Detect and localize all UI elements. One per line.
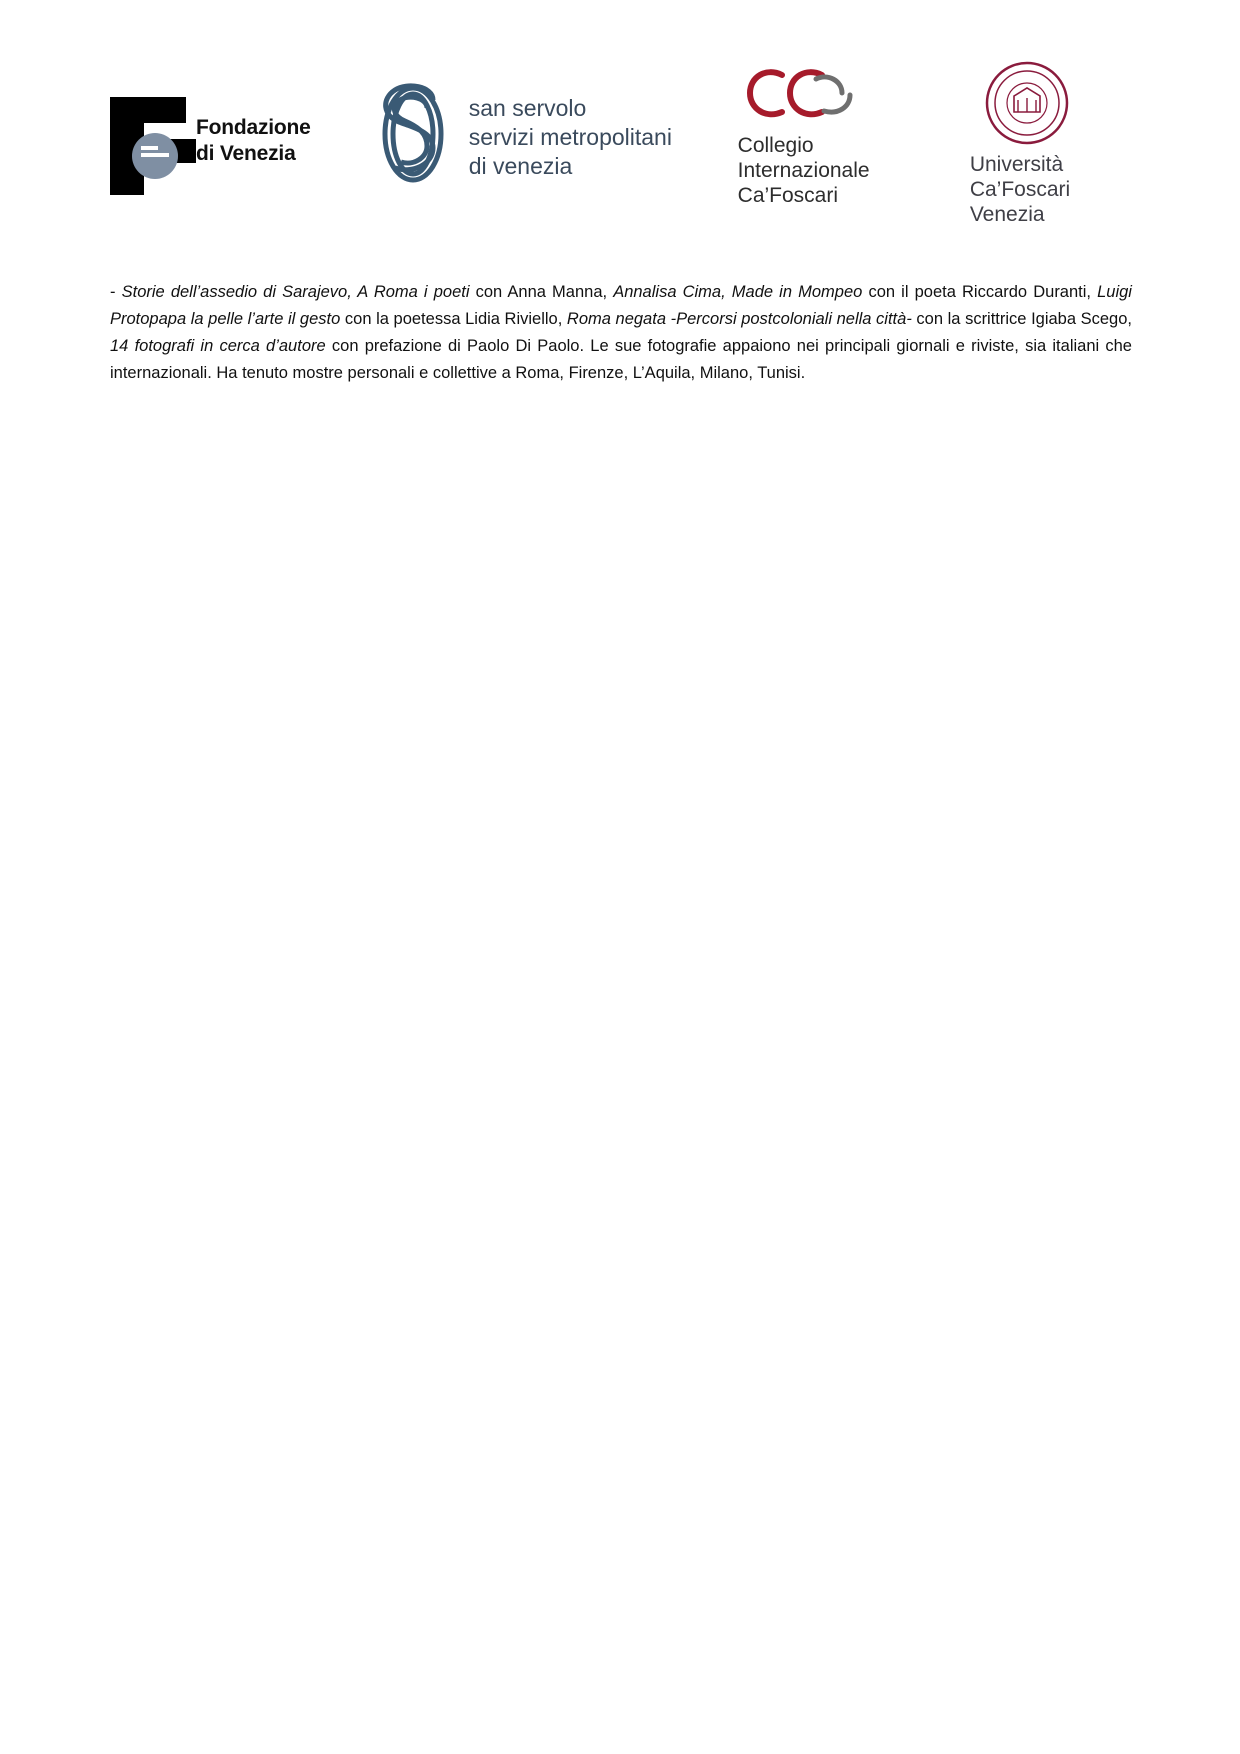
paragraph-segment: 14 fotografi in cerca d’autore bbox=[110, 336, 326, 355]
universita-line-2: Ca’Foscari bbox=[969, 178, 1071, 201]
collegio-line-2: Internazionale bbox=[737, 159, 870, 182]
san-servolo-line-1: san servolo bbox=[468, 95, 587, 121]
paragraph-segment: con il poeta Riccardo Duranti, bbox=[862, 282, 1098, 301]
fondazione-di-venezia-logo bbox=[110, 75, 319, 195]
collegio-internazionale-ca-foscari-logo bbox=[738, 65, 932, 205]
fondazione-f-mark-icon bbox=[110, 97, 186, 195]
san-servolo-line-3: di venezia bbox=[468, 153, 573, 179]
paragraph-segment: Luigi Protopapa la pelle l’arte il gesto bbox=[110, 282, 1132, 328]
paragraph-segment: con la poetessa Lidia Riviello, bbox=[340, 309, 567, 328]
paragraph-segment: con la scrittrice Igiaba Scego, bbox=[911, 309, 1132, 328]
paragraph-segment: Annalisa Cima, Made in Mompeo bbox=[613, 282, 863, 301]
san-servolo-line-2: servizi metropolitani bbox=[468, 124, 672, 150]
fondazione-wordmark bbox=[196, 115, 311, 167]
collegio-line-3: Ca’Foscari bbox=[737, 184, 839, 207]
paragraph-segment: con prefazione di Paolo Di Paolo. Le sue fotografie appaiono nei principali giornali e riviste, sia italiani che internazionali. Ha tenuto mostre personali e collettive a Roma, Firenze, L’Aquila, Milano, Tunisi. bbox=[110, 336, 1132, 382]
universita-wordmark bbox=[970, 152, 1070, 227]
universita-ca-foscari-venezia-logo bbox=[969, 60, 1130, 226]
san-servolo-s-mark-icon bbox=[367, 78, 459, 190]
collegio-line-1: Collegio bbox=[737, 134, 814, 157]
san-servolo-logo bbox=[367, 70, 702, 200]
fondazione-circle-icon bbox=[132, 133, 178, 179]
universita-line-1: Università bbox=[969, 153, 1064, 176]
san-servolo-wordmark bbox=[469, 94, 672, 181]
fondazione-line-1: Fondazione bbox=[196, 116, 311, 139]
universita-line-3: Venezia bbox=[969, 203, 1045, 226]
universita-seal-icon bbox=[984, 60, 1070, 146]
collegio-double-c-icon bbox=[746, 65, 856, 123]
paragraph-segment: Roma negata -Percorsi postcoloniali nella città- bbox=[566, 309, 912, 328]
collegio-wordmark bbox=[738, 133, 870, 208]
fondazione-line-2: di Venezia bbox=[196, 142, 296, 165]
paragraph-segment: con Anna Manna, bbox=[469, 282, 614, 301]
logo-band bbox=[110, 60, 1130, 226]
biography-paragraph bbox=[110, 279, 1132, 387]
paragraph-segment: - bbox=[110, 282, 122, 301]
paragraph-segment: Storie dell’assedio di Sarajevo, A Roma i poeti bbox=[121, 282, 470, 301]
